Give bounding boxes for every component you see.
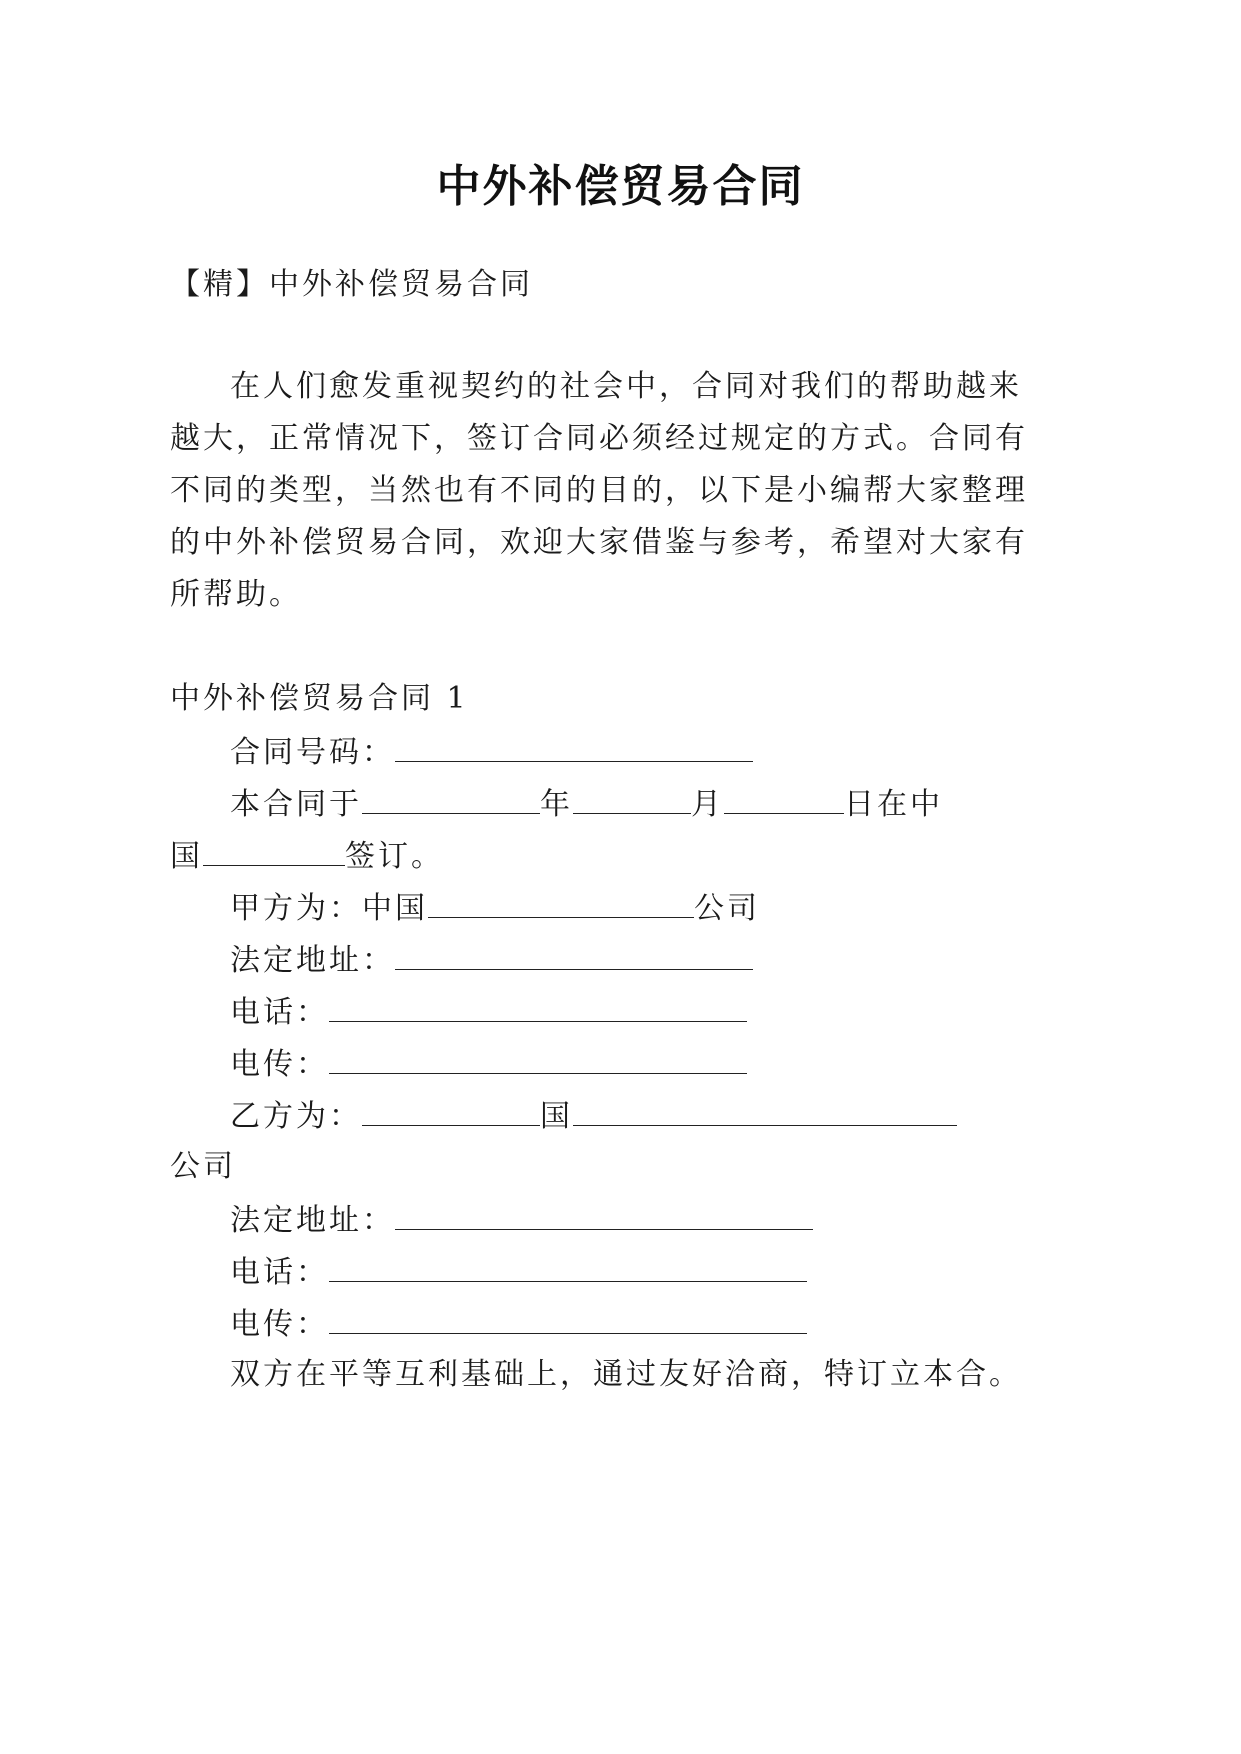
party-a-phone-blank[interactable] (329, 991, 747, 1022)
place-suffix: 签订。 (345, 839, 444, 874)
intro-line-2: 越大，正常情况下，签订合同必须经过规定的方式。合同有 (170, 421, 1028, 456)
party-a-phone-label: 电话： (230, 995, 329, 1030)
place-row (170, 835, 444, 877)
party-a-row (230, 887, 760, 929)
party-a-fax-row (230, 1043, 747, 1085)
party-a-label: 甲方为：中国 (230, 891, 428, 926)
day-blank[interactable] (724, 783, 844, 814)
section-heading: 中外补偿贸易合同 1 (170, 681, 469, 716)
document-subtitle: 【精】中外补偿贸易合同 (170, 267, 533, 302)
party-a-fax-label: 电传： (230, 1047, 329, 1082)
year-label: 年 (540, 787, 573, 822)
day-place-label: 日在中 (844, 787, 943, 822)
closing-statement: 双方在平等互利基础上，通过友好洽商，特订立本合。 (230, 1357, 1022, 1392)
party-b-address-label: 法定地址： (230, 1203, 395, 1238)
document-title: 中外补偿贸易合同 (436, 161, 805, 212)
party-b-label: 乙方为： (230, 1099, 362, 1134)
intro-line-3: 不同的类型，当然也有不同的目的，以下是小编帮大家整理 (170, 473, 1028, 508)
date-prefix: 本合同于 (230, 787, 362, 822)
contract-number-row (230, 731, 753, 773)
party-b-phone-label: 电话： (230, 1255, 329, 1290)
contract-number-label: 合同号码： (230, 735, 395, 770)
year-blank[interactable] (362, 783, 540, 814)
place-prefix: 国 (170, 839, 203, 874)
intro-line-4: 的中外补偿贸易合同，欢迎大家借鉴与参考，希望对大家有 (170, 525, 1028, 560)
party-a-suffix: 公司 (694, 891, 760, 926)
party-b-phone-blank[interactable] (329, 1251, 807, 1282)
party-b-name-blank[interactable] (573, 1095, 957, 1126)
place-blank[interactable] (203, 835, 345, 866)
party-b-address-blank[interactable] (395, 1199, 813, 1230)
date-row (230, 783, 943, 825)
intro-line-1: 在人们愈发重视契约的社会中，合同对我们的帮助越来 (230, 369, 1022, 404)
party-a-address-row (230, 939, 753, 981)
party-b-fax-blank[interactable] (329, 1303, 807, 1334)
contract-number-blank[interactable] (395, 731, 753, 762)
party-a-phone-row (230, 991, 747, 1033)
party-a-address-blank[interactable] (395, 939, 753, 970)
party-b-fax-row (230, 1303, 807, 1345)
party-b-company-label: 公司 (170, 1149, 236, 1184)
party-a-fax-blank[interactable] (329, 1043, 747, 1074)
party-b-fax-label: 电传： (230, 1307, 329, 1342)
party-a-name-blank[interactable] (428, 887, 694, 918)
party-a-address-label: 法定地址： (230, 943, 395, 978)
party-b-country-blank[interactable] (362, 1095, 540, 1126)
intro-line-5: 所帮助。 (170, 577, 302, 612)
party-b-address-row (230, 1199, 813, 1241)
party-b-country-label: 国 (540, 1099, 573, 1134)
month-label: 月 (691, 787, 724, 822)
party-b-phone-row (230, 1251, 807, 1293)
month-blank[interactable] (573, 783, 691, 814)
party-b-row (230, 1095, 957, 1137)
